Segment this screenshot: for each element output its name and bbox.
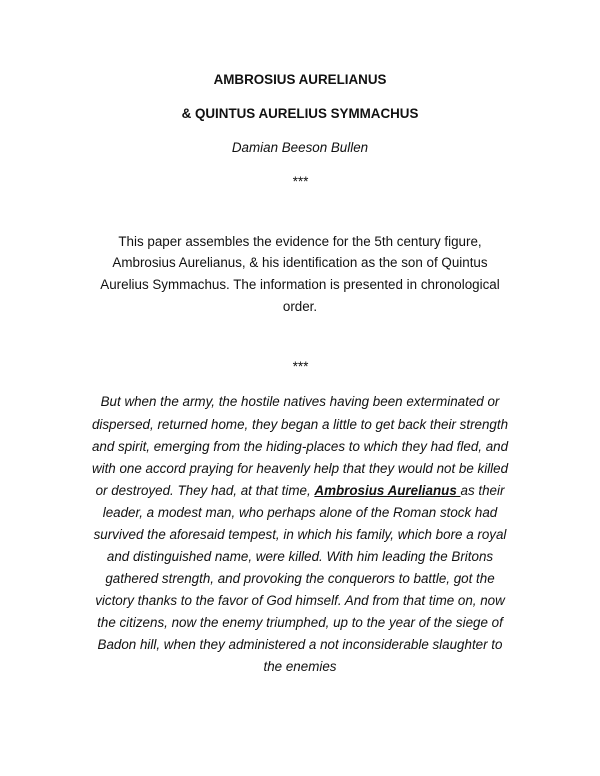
- quote-line-10: victory thanks to the favor of God himself. And from that time on, now: [95, 593, 505, 608]
- separator-2: ***: [292, 359, 308, 374]
- quote-line-5-end: as their: [460, 483, 505, 498]
- title-line-1: AMBROSIUS AURELIANUS: [213, 72, 387, 87]
- quote-line-9: gathered strength, and provoking the conquerors to battle, got the: [105, 571, 495, 586]
- title-line-2: & QUINTUS AURELIUS SYMMACHUS: [181, 106, 419, 121]
- quote-line-2: dispersed, returned home, they began a little to get back their strength: [91, 417, 509, 432]
- quote-line-1: But when the army, the hostile natives having been exterminated or: [100, 394, 500, 409]
- separator-1: ***: [292, 174, 308, 189]
- abstract-line-1: This paper assembles the evidence for the 5th century figure,: [118, 234, 482, 249]
- quote-line-7: survived the aforesaid tempest, in which his family, which bore a royal: [93, 527, 507, 542]
- abstract-line-4: order.: [282, 299, 318, 314]
- quote-line-5-start: or destroyed. They had, at that time,: [95, 483, 315, 498]
- ambrosius-name-link: Ambrosius Aurelianus: [314, 483, 461, 498]
- quote-line-3: and spirit, emerging from the hiding-places to which they had fled, and: [91, 439, 509, 454]
- quote-line-13: the enemies: [263, 659, 337, 674]
- abstract-line-3: Aurelius Symmachus. The information is presented in chronological: [100, 277, 500, 292]
- quote-line-12: Badon hill, when they administered a not inconsiderable slaughter to: [97, 637, 503, 652]
- quote-line-4: with one accord praying for heavenly help that they would not be killed: [91, 461, 509, 476]
- author-name: Damian Beeson Bullen: [231, 140, 369, 155]
- quote-line-8: and distinguished name, were killed. With him leading the Britons: [106, 549, 494, 564]
- quote-line-5: [0, 482, 600, 500]
- abstract-line-2: Ambrosius Aurelianus, & his identification as the son of Quintus: [112, 255, 488, 270]
- quote-line-11: the citizens, now the enemy triumphed, up to the year of the siege of: [97, 615, 503, 630]
- quote-line-6: leader, a modest man, who perhaps alone of the Roman stock had: [102, 505, 498, 520]
